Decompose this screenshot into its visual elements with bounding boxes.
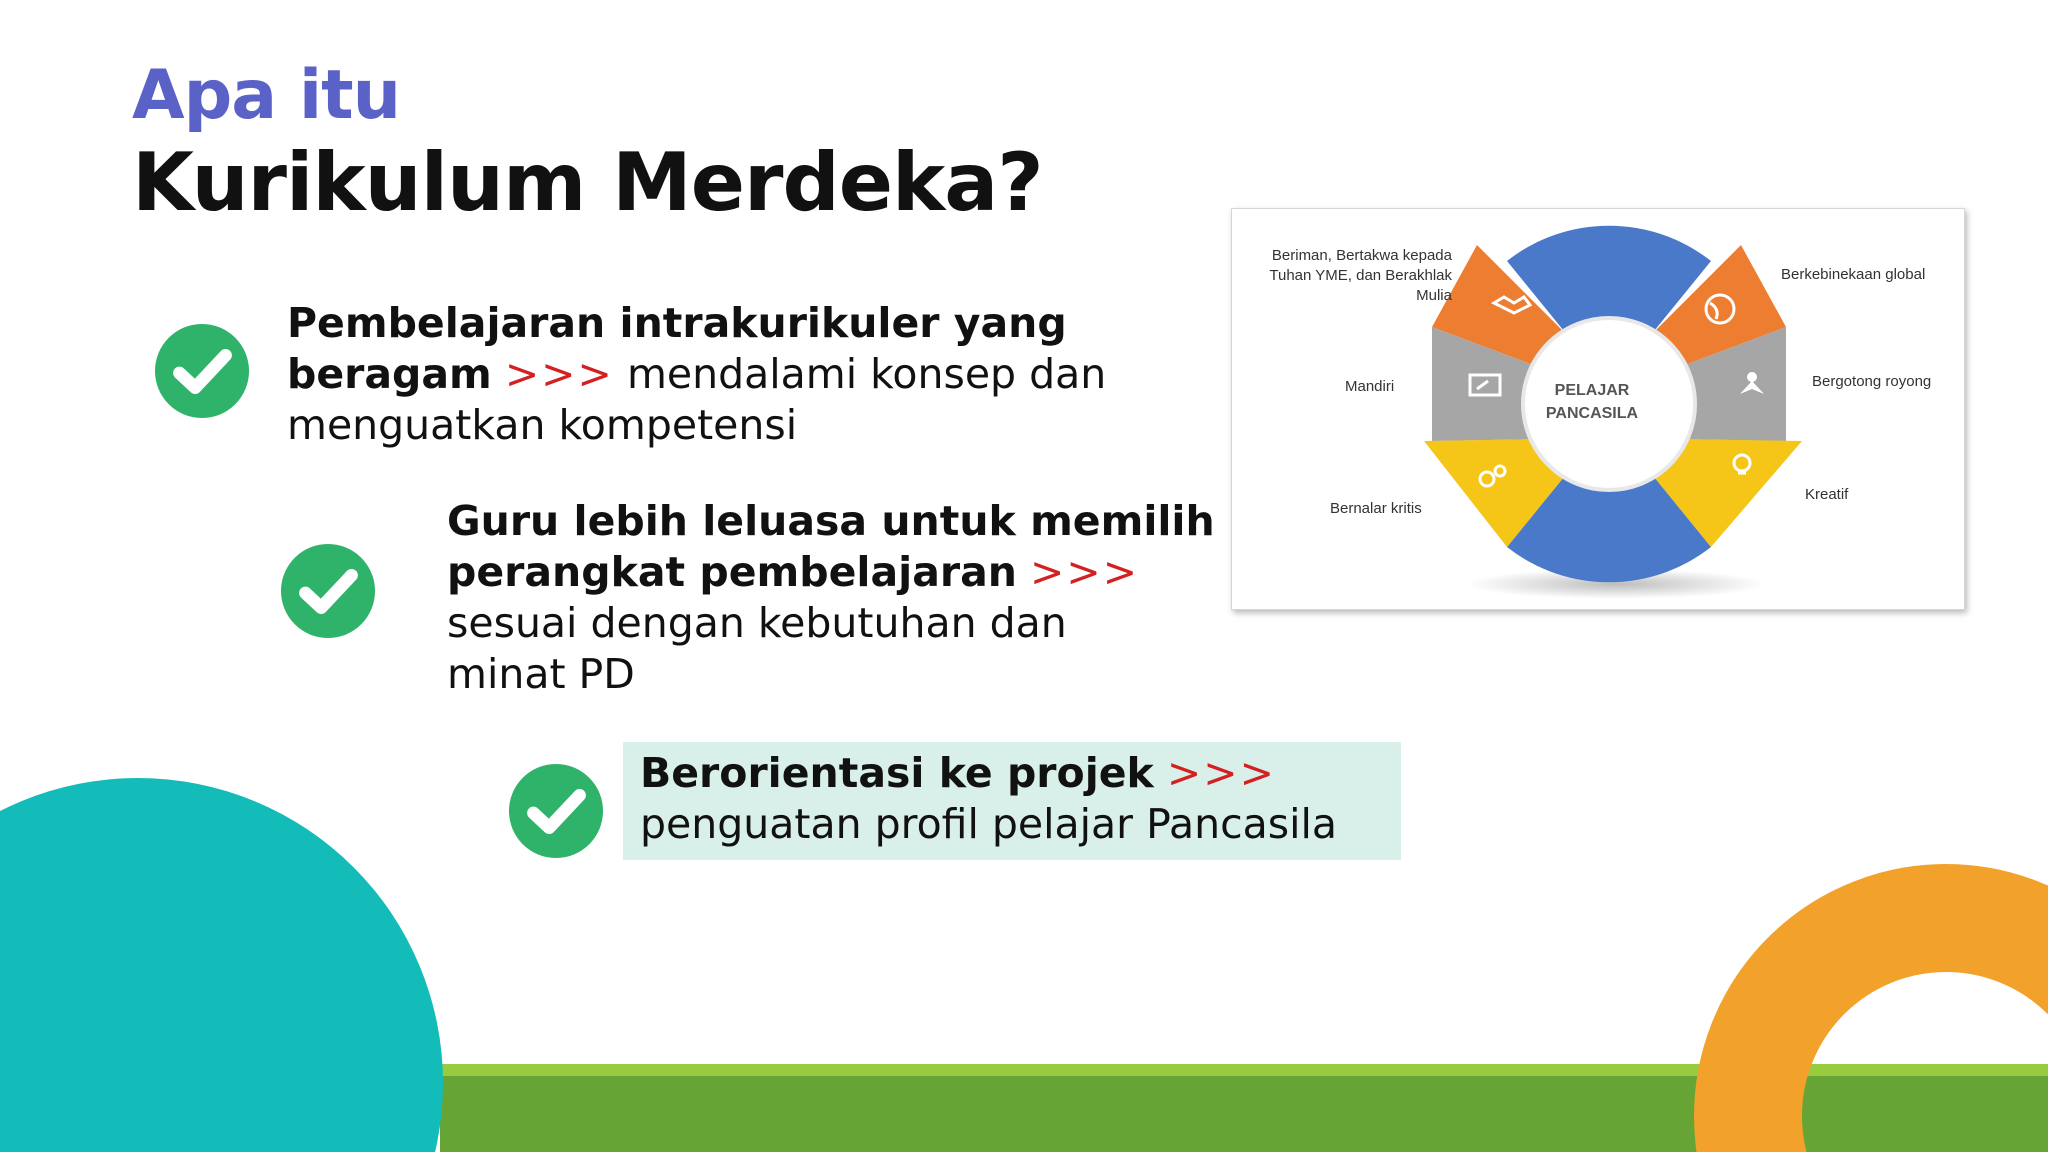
check-icon (153, 322, 251, 420)
point-1-rest-line1: mendalami konsep dan (626, 350, 1107, 398)
center-label (1512, 379, 1672, 425)
point-3-bold-line1: Berorientasi ke projek (640, 749, 1154, 797)
point-1-rest-line2: menguatkan kompetensi (287, 401, 798, 449)
label-kreatif: Kreatif (1805, 486, 1849, 503)
green-band (440, 1076, 2048, 1152)
point-2-rest-line2: minat PD (447, 650, 635, 698)
point-2 (447, 496, 1215, 700)
label-beriman-line1: Beriman, Bertakwa kepada (1271, 247, 1452, 264)
pelajar-pancasila-diagram (1231, 208, 1965, 610)
check-icon (279, 542, 377, 640)
center-label-line1: PELAJAR (1554, 382, 1630, 399)
title-line-1: Apa itu (132, 56, 401, 135)
point-3-rest-line1: penguatan profil pelajar Pancasila (640, 800, 1337, 848)
arrows-icon: >>> (1029, 548, 1140, 596)
label-berkebinekaan: Berkebinekaan global (1781, 266, 1926, 283)
point-1-bold-line1: Pembelajaran intrakurikuler yang (287, 299, 1067, 347)
label-beriman-line2: Tuhan YME, dan Berakhlak (1269, 267, 1452, 284)
point-2-bold-line2: perangkat pembelajaran (447, 548, 1017, 596)
check-icon (507, 762, 605, 860)
label-mandiri: Mandiri (1345, 378, 1395, 395)
arrows-icon: >>> (1166, 749, 1276, 797)
teal-circle (0, 778, 443, 1152)
point-2-bold-line1: Guru lebih leluasa untuk memilih (447, 497, 1215, 545)
label-bergotong-royong: Bergotong royong (1812, 373, 1932, 390)
arrows-icon: >>> (504, 350, 614, 398)
point-2-rest-line1: sesuai dengan kebutuhan dan (447, 599, 1067, 647)
label-beriman (1242, 246, 1452, 306)
label-beriman-line3: Mulia (1416, 287, 1452, 304)
page-title: Kurikulum Merdeka? (132, 136, 1043, 229)
point-3 (640, 748, 1337, 850)
center-label-line2: PANCASILA (1545, 405, 1639, 422)
point-1-bold-line2: beragam (287, 350, 492, 398)
point-1 (287, 298, 1106, 451)
label-bernalar-kritis: Bernalar kritis (1330, 500, 1422, 517)
